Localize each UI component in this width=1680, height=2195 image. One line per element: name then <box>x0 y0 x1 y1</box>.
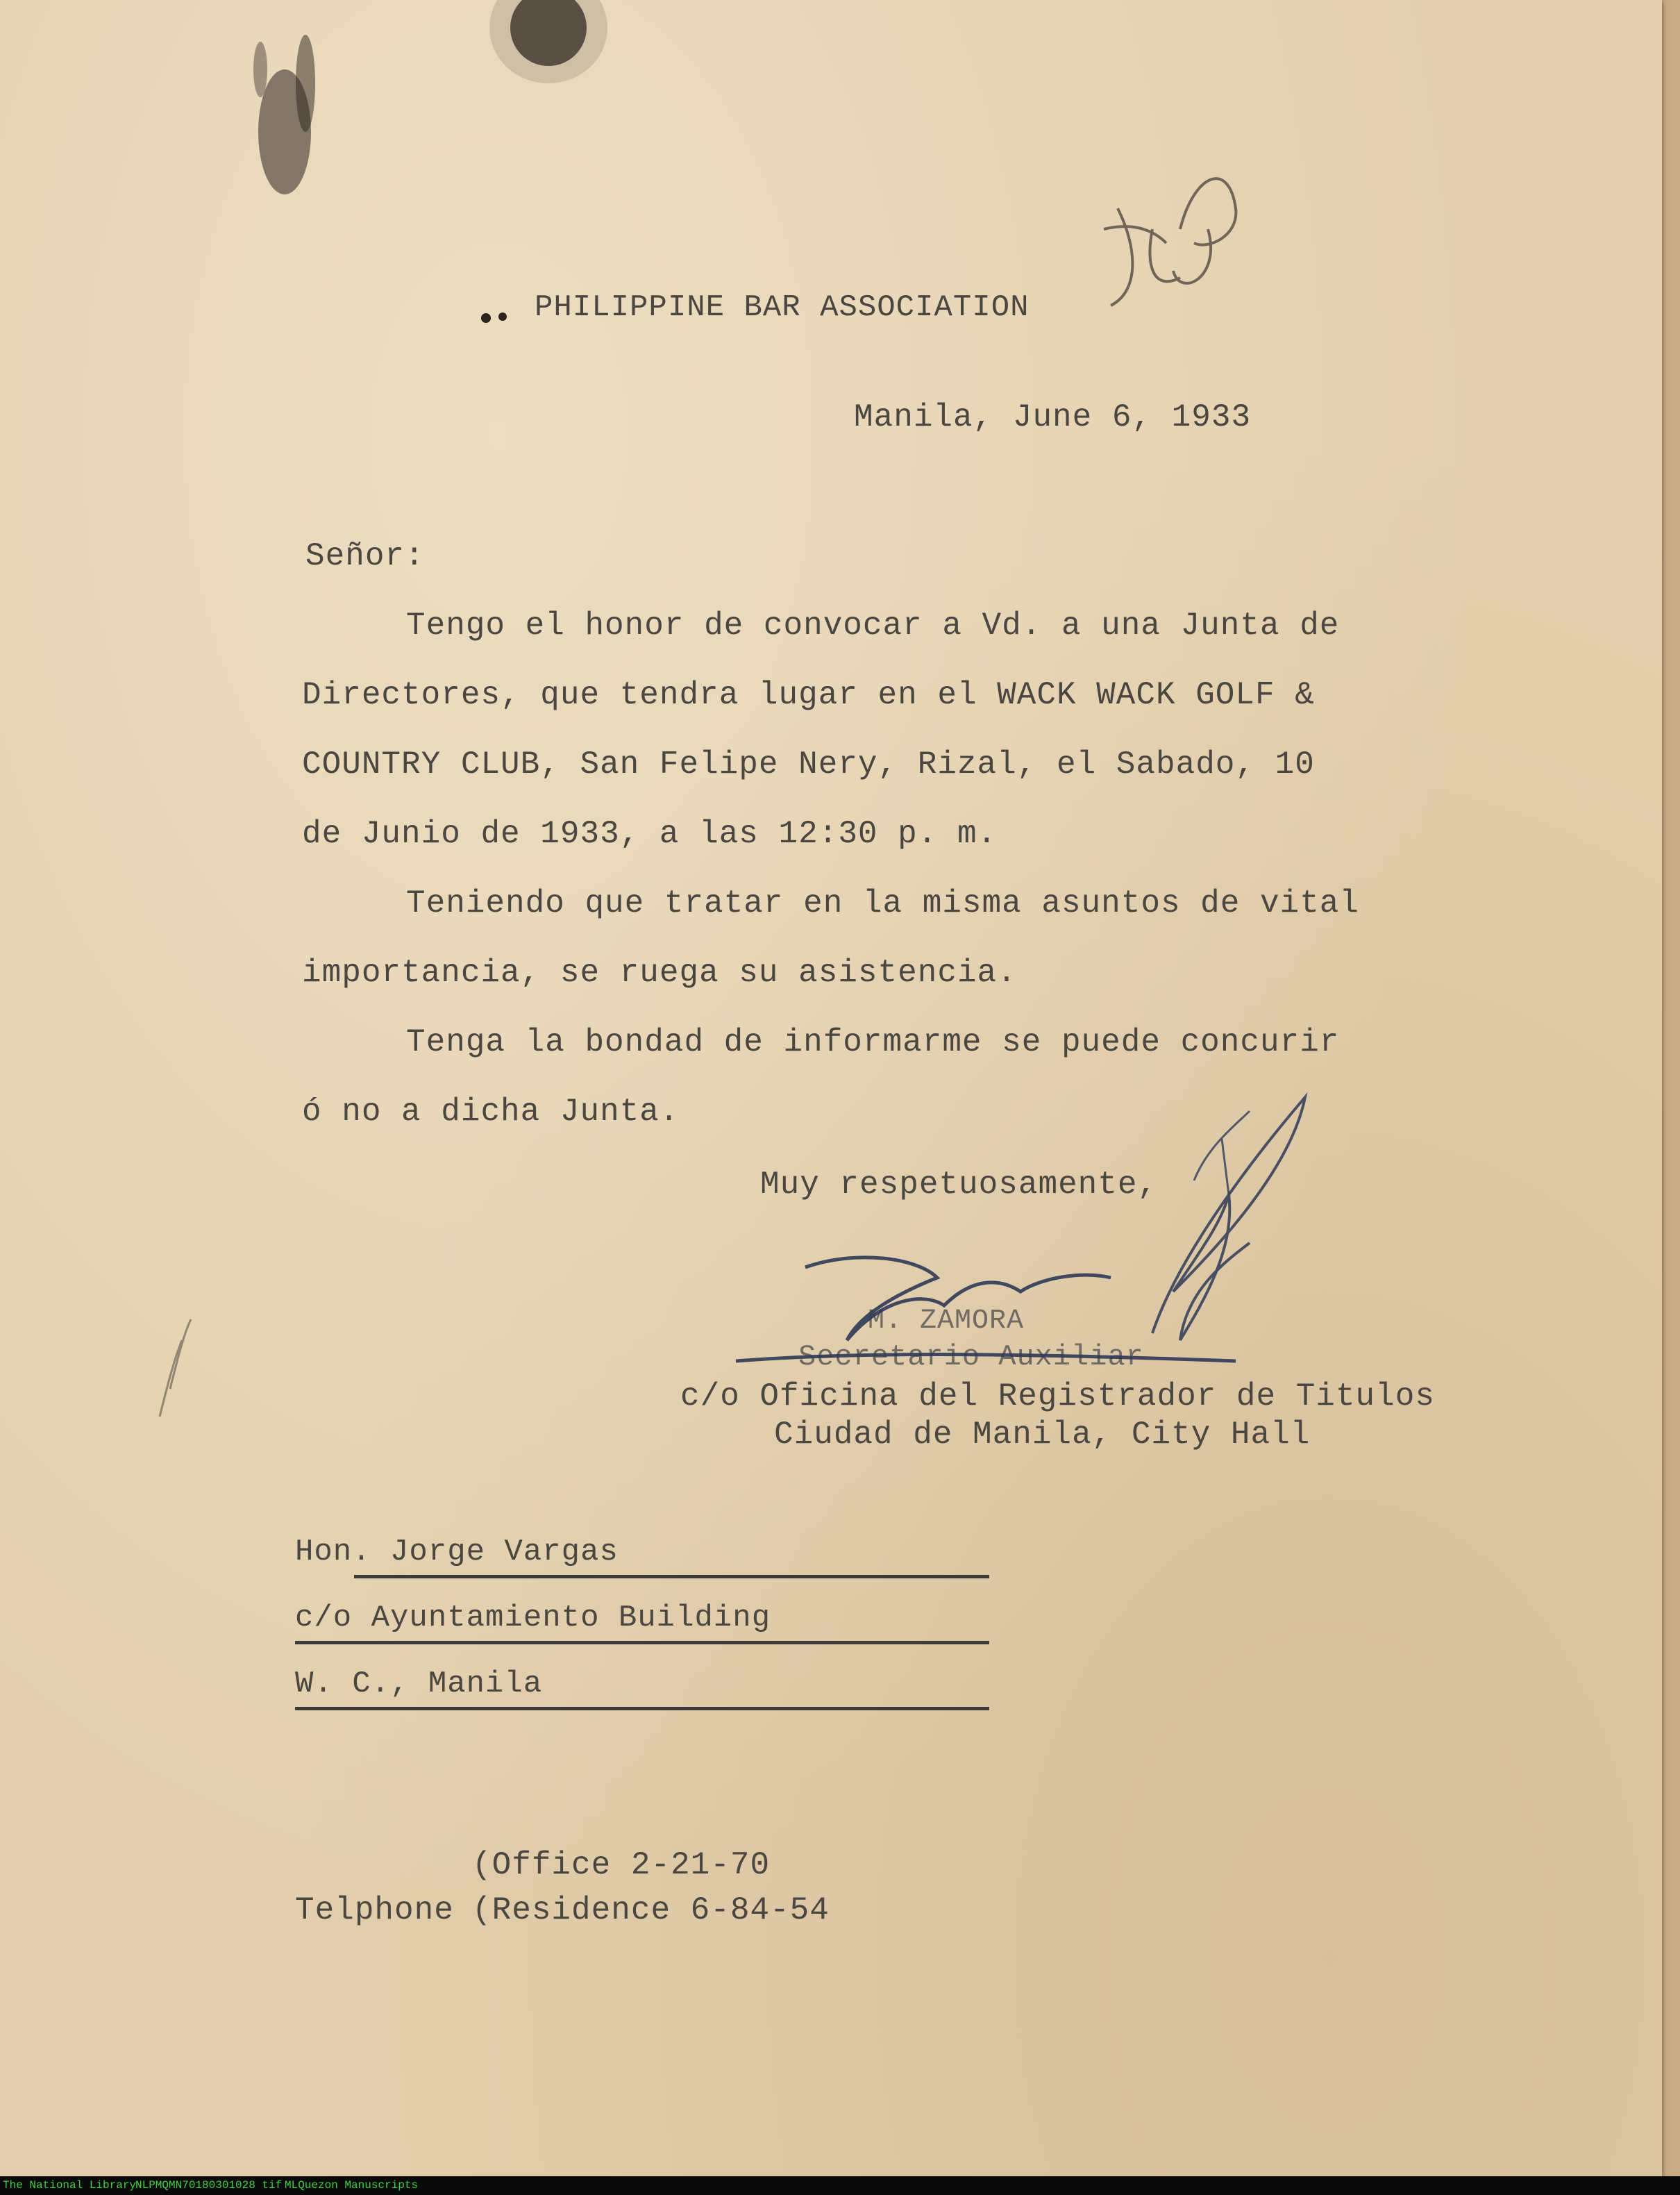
scan-footer <box>0 2176 1680 2195</box>
letterhead: PHILIPPINE BAR ASSOCIATION <box>535 290 1030 325</box>
signer-address-1: c/o Oficina del Registrador de Titulos <box>680 1378 1435 1414</box>
underline <box>295 1641 989 1644</box>
footer-collection: MLQuezon Manuscripts <box>285 2179 419 2192</box>
recipient-line-3: W. C., Manila <box>295 1667 543 1701</box>
telephone-residence: (Residence 6-84-54 <box>472 1892 830 1928</box>
body-line: ó no a dicha Junta. <box>302 1094 680 1130</box>
body-line: Teniendo que tratar en la misma asuntos de vital <box>406 885 1360 921</box>
body-line: Directores, que tendra lugar en el WACK WACK GOLF & <box>302 677 1315 713</box>
recipient-line-2: c/o Ayuntamiento Building <box>295 1601 771 1635</box>
body-line: de Junio de 1933, a las 12:30 p. m. <box>302 816 998 852</box>
body-line: Tengo el honor de convocar a Vd. a una Junta de <box>406 608 1340 644</box>
body-line: Tenga la bondad de informarme se puede concurir <box>406 1024 1340 1060</box>
signer-title: Secretario Auxiliar <box>798 1340 1144 1374</box>
telephone-label: Telphone <box>295 1892 454 1928</box>
footer-file-id: NLPMQMN70180301028 tif <box>135 2179 283 2192</box>
telephone-office: (Office 2-21-70 <box>472 1847 771 1883</box>
body-line: importancia, se ruega su asistencia. <box>302 955 1017 991</box>
closing: Muy respetuosamente, <box>760 1167 1158 1203</box>
signer-address-2: Ciudad de Manila, City Hall <box>774 1417 1311 1453</box>
body-line: COUNTRY CLUB, San Felipe Nery, Rizal, el Sabado, 10 <box>302 746 1315 783</box>
place-date: Manila, June 6, 1933 <box>854 399 1252 435</box>
salutation: Señor: <box>305 538 425 574</box>
underline <box>295 1707 989 1710</box>
signer-name: M. ZAMORA <box>868 1305 1025 1337</box>
underline <box>354 1575 989 1578</box>
recipient-name: Hon. Jorge Vargas <box>295 1535 619 1569</box>
footer-library: The National Library <box>3 2179 137 2192</box>
